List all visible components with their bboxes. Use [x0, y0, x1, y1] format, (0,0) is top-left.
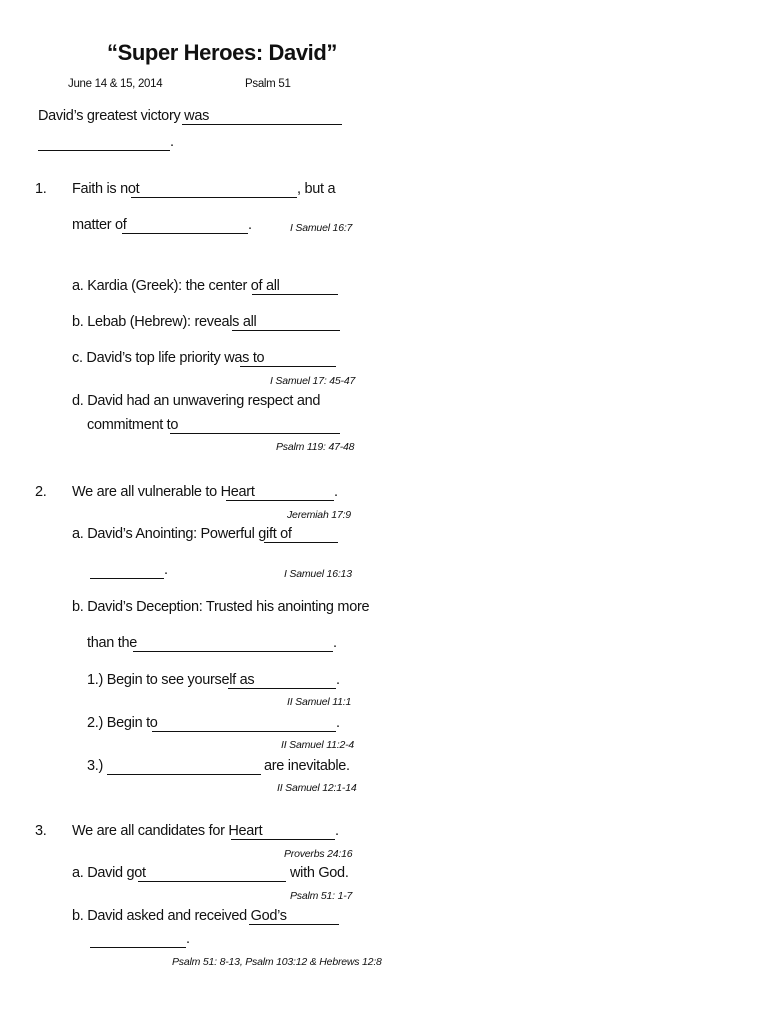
verse-reference: II Samuel 12:1-14: [277, 782, 357, 794]
point-c: c. David’s top life priority was to: [72, 350, 265, 366]
verse-reference: Proverbs 24:16: [284, 848, 353, 860]
blank-line[interactable]: [131, 197, 297, 198]
blank-line[interactable]: [252, 294, 338, 295]
verse-reference: I Samuel 17: 45-47: [270, 375, 356, 387]
verse-reference: I Samuel 16:7: [290, 222, 353, 234]
punctuation: .: [334, 484, 338, 500]
sub-point-3-end: are inevitable.: [264, 758, 350, 774]
punctuation: .: [333, 635, 337, 651]
punctuation: .: [186, 931, 190, 947]
verse-reference: Psalm 119: 47-48: [276, 441, 355, 453]
point-b: b. David asked and received God’s: [72, 908, 287, 924]
punctuation: .: [335, 823, 339, 839]
point-a-end: with God.: [290, 865, 349, 881]
blank-line[interactable]: [152, 731, 336, 732]
verse-reference: Psalm 51: 1-7: [290, 890, 353, 902]
point-b: b. Lebab (Hebrew): reveals all: [72, 314, 257, 330]
candidates-prompt: We are all candidates for Heart: [72, 823, 263, 839]
blank-line[interactable]: [226, 500, 334, 501]
blank-line[interactable]: [90, 578, 164, 579]
faith-prompt-end: , but a: [297, 181, 336, 197]
scripture-reference: Psalm 51: [245, 78, 291, 90]
vulnerable-prompt: We are all vulnerable to Heart: [72, 484, 255, 500]
punctuation: .: [336, 672, 340, 688]
blank-line[interactable]: [240, 366, 336, 367]
page-title: “Super Heroes: David”: [107, 40, 338, 65]
blank-line[interactable]: [170, 433, 340, 434]
sub-point-1: 1.) Begin to see yourself as: [87, 672, 255, 688]
blank-line[interactable]: [232, 330, 340, 331]
punctuation: .: [170, 134, 174, 150]
faith-prompt: Faith is not: [72, 181, 140, 197]
punctuation: .: [248, 217, 252, 233]
matter-prompt: matter of: [72, 217, 127, 233]
punctuation: .: [336, 715, 340, 731]
point-a: a. Kardia (Greek): the center of all: [72, 278, 280, 294]
date-text: June 14 & 15, 2014: [68, 78, 163, 90]
blank-line[interactable]: [133, 651, 333, 652]
intro-text: David’s greatest victory was: [38, 108, 210, 124]
sub-point-2: 2.) Begin to: [87, 715, 158, 731]
blank-line[interactable]: [38, 150, 170, 151]
point-a: a. David got: [72, 865, 146, 881]
verse-reference: Jeremiah 17:9: [287, 509, 351, 521]
punctuation: .: [164, 562, 168, 578]
blank-line[interactable]: [138, 881, 286, 882]
sub-point-3: 3.): [87, 758, 104, 774]
point-d-continued: commitment to: [87, 417, 179, 433]
blank-line[interactable]: [264, 542, 338, 543]
point-a: a. David’s Anointing: Powerful gift of: [72, 526, 292, 542]
verse-reference: I Samuel 16:13: [284, 568, 352, 580]
blank-line[interactable]: [249, 924, 339, 925]
verse-reference: II Samuel 11:2-4: [281, 739, 355, 751]
blank-line[interactable]: [107, 774, 261, 775]
section-number: 2.: [35, 484, 47, 500]
section-number: 1.: [35, 181, 47, 197]
blank-line[interactable]: [90, 947, 186, 948]
blank-line[interactable]: [231, 839, 335, 840]
blank-line[interactable]: [122, 233, 248, 234]
verse-reference: II Samuel 11:1: [287, 696, 352, 708]
section-number: 3.: [35, 823, 47, 839]
point-b-continued: than the: [87, 635, 138, 651]
verse-reference: Psalm 51: 8-13, Psalm 103:12 & Hebrews 12:8: [172, 956, 382, 968]
point-d: d. David had an unwavering respect and: [72, 393, 321, 409]
blank-line[interactable]: [182, 124, 342, 125]
blank-line[interactable]: [228, 688, 336, 689]
point-b: b. David’s Deception: Trusted his anointing more: [72, 599, 370, 615]
